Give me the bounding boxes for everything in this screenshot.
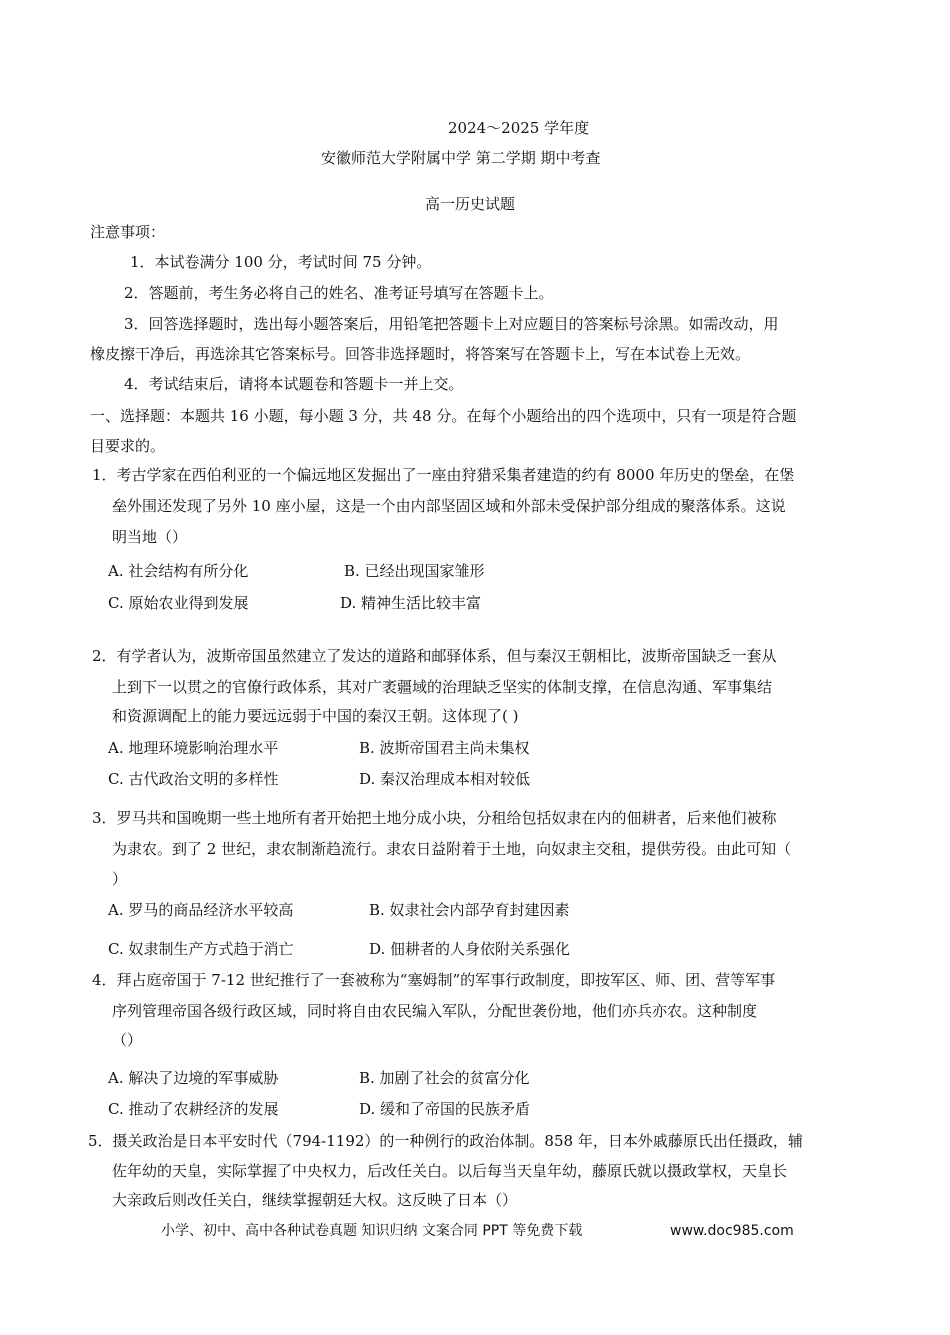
question-4-option-d: D. 缓和了帝国的民族矛盾 [359,1100,531,1118]
question-1-line-2: 垒外围还发现了另外 10 座小屋，这是一个由内部坚固区域和外部未受保护部分组成的聚落体系。这说 [112,497,786,515]
question-2-option-c: C. 古代政治文明的多样性 [108,770,279,788]
question-2-line-3: 和资源调配上的能力要远远弱于中国的秦汉王朝。这体现了( ) [112,707,519,725]
question-3-option-c: C. 奴隶制生产方式趋于消亡 [108,940,294,958]
question-1-line-1: 1．考古学家在西伯利亚的一个偏远地区发掘出了一座由狩猎采集者建造的约有 8000 年历史的堡垒，在堡 [92,466,795,484]
question-1-line-3: 明当地（） [112,528,188,546]
question-5-line-3: 大亲政后则改任关白，继续掌握朝廷大权。这反映了日本（） [112,1191,518,1209]
notice-title: 注意事项： [90,223,166,241]
question-2-option-b: B. 波斯帝国君主尚未集权 [359,739,530,757]
question-1-option-d: D. 精神生活比较丰富 [340,594,482,612]
notice-item-1: 1．本试卷满分 100 分，考试时间 75 分钟。 [130,253,432,271]
question-4-line-3: （） [112,1031,143,1049]
question-4-option-b: B. 加剧了社会的贫富分化 [359,1069,530,1087]
question-2-option-a: A. 地理环境影响治理水平 [108,739,279,757]
exam-school-title: 安徽师范大学附属中学 第二学期 期中考查 [321,149,601,167]
question-1-option-c: C. 原始农业得到发展 [108,594,249,612]
question-3-option-d: D. 佃耕者的人身依附关系强化 [369,940,571,958]
question-4-line-1: 4．拜占庭帝国于 7-12 世纪推行了一套被称为“塞姆制”的军事行政制度，即按军区、师、团、营等军事 [92,971,776,989]
notice-item-2: 2．答题前，考生务必将自己的姓名、准考证号填写在答题卡上。 [124,284,554,302]
question-2-line-1: 2．有学者认为，波斯帝国虽然建立了发达的道路和邮驿体系，但与秦汉王朝相比，波斯帝国缺乏一套从 [92,647,777,665]
question-3-line-2: 为隶农。到了 2 世纪，隶农制渐趋流行。隶农日益附着于土地，向奴隶主交租，提供劳役。由此可知（ [112,840,792,858]
question-3-option-b: B. 奴隶社会内部孕育封建因素 [369,901,570,919]
question-3-line-3: ） [112,870,128,888]
question-1-option-b: B. 已经出现国家雏形 [344,562,485,580]
notice-item-3-line-2: 橡皮擦干净后，再选涂其它答案标号。回答非选择题时，将答案写在答题卡上，写在本试卷上无效。 [90,345,751,363]
question-4-option-c: C. 推动了农耕经济的发展 [108,1100,279,1118]
section-heading-line-1: 一、选择题：本题共 16 小题，每小题 3 分，共 48 分。在每个小题给出的四个选项中，只有一项是符合题 [90,407,797,425]
question-1-option-a: A. 社会结构有所分化 [108,562,249,580]
question-5-line-2: 佐年幼的天皇，实际掌握了中央权力，后改任关白。以后每当天皇年幼，藤原氏就以摄政掌权，天皇长 [112,1162,788,1180]
question-4-option-a: A. 解决了边境的军事威胁 [108,1069,279,1087]
question-3-option-a: A. 罗马的商品经济水平较高 [108,901,294,919]
question-2-line-2: 上到下一以贯之的官僚行政体系，其对广袤疆域的治理缺乏坚实的体制支撑，在信息沟通、军事集结 [112,678,773,696]
section-heading-line-2: 目要求的。 [90,437,166,455]
exam-subject-title: 高一历史试题 [425,195,516,213]
exam-year: 2024～2025 学年度 [448,119,590,137]
notice-item-3-line-1: 3．回答选择题时，选出每小题答案后，用铅笔把答题卡上对应题目的答案标号涂黑。如需改动，用 [124,315,779,333]
question-5-line-1: 5．摄关政治是日本平安时代（794-1192）的一种例行的政治体制。858 年，日本外戚藤原氏出任摄政，辅 [88,1132,803,1150]
footer-ad-text: 小学、初中、高中各种试卷真题 知识归纳 文案合同 PPT 等免费下载 [161,1223,583,1239]
question-3-line-1: 3．罗马共和国晚期一些土地所有者开始把土地分成小块，分租给包括奴隶在内的佃耕者，后来他们被称 [92,809,777,827]
notice-item-4: 4．考试结束后，请将本试题卷和答题卡一并上交。 [124,375,464,393]
question-2-option-d: D. 秦汉治理成本相对较低 [359,770,531,788]
question-4-line-2: 序列管理帝国各级行政区域，同时将自由农民编入军队，分配世袭份地，他们亦兵亦农。这种制度 [112,1002,758,1020]
footer-url[interactable]: www.doc985.com [670,1223,794,1239]
